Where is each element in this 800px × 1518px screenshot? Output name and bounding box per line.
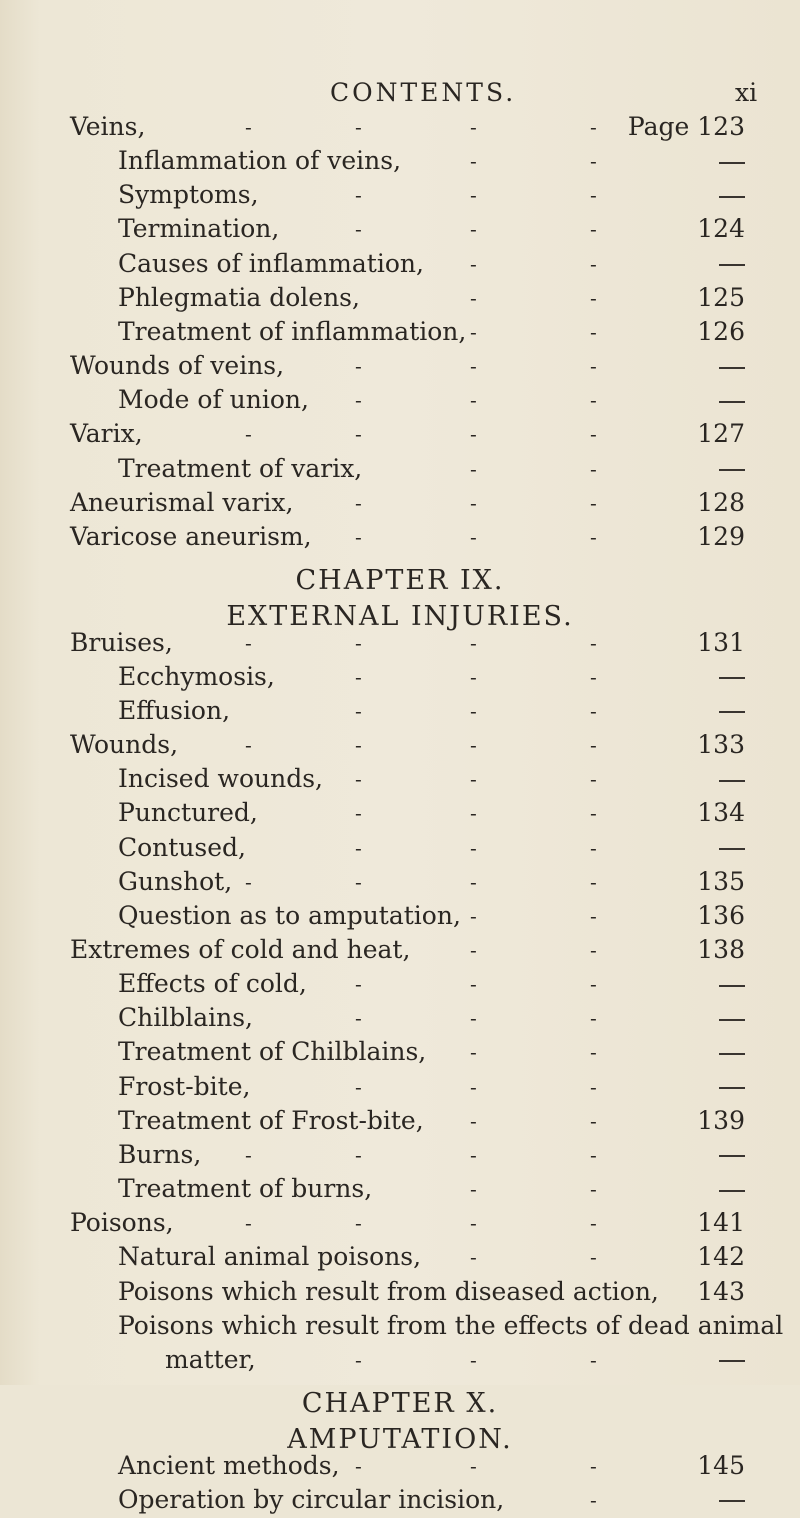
toc-entry: Burns, - - - - [0,1137,800,1173]
page-value: 135 [697,866,745,896]
toc-entry-label: Ancient methods, [118,1450,340,1480]
page-number: xi [735,78,758,107]
ditto-dash [719,1500,745,1502]
toc-entry-label: Treatment of Chilblains, [118,1037,427,1067]
page-value: 125 [697,282,745,312]
toc-entry: Gunshot, - - - - 135 [0,864,800,900]
toc-entry-label: Incised wounds, [118,764,323,794]
toc-entry: Ecchymosis, - - - [0,659,800,695]
toc-entry: Aneurismal varix, - - - 128 [0,485,800,521]
toc-page-number [697,1205,745,1241]
toc-entry: Treatment of burns, - - [0,1171,800,1207]
toc-entry-label: Contused, [118,832,247,862]
toc-entry-label: Poisons which result from the effects of dead animal [118,1310,784,1340]
toc-entry-label: Poisons, [70,1208,174,1238]
toc-entry-label: Termination, [118,214,280,244]
ditto-dash [719,848,745,850]
toc-entry: Frost-bite, - - - [0,1069,800,1105]
toc-entry-label: Treatment of burns, [118,1174,373,1204]
toc-page-number [719,830,745,866]
ditto-dash [719,162,745,164]
toc-entry-label: Natural animal poisons, [118,1242,422,1272]
toc-entry: Effects of cold, - - - [0,966,800,1002]
toc-page-number [719,451,745,487]
toc-page-number [719,348,745,384]
toc-page-number [719,1000,745,1036]
toc-entry-label: Varix, [70,419,143,449]
toc-entry-label: Operation by circular incision, [118,1484,505,1514]
toc-entry: Wounds of veins, - - - [0,348,800,384]
toc-entry: Treatment of Frost-bite, - - 139 [0,1103,800,1139]
toc-page-number [719,1342,745,1378]
ditto-dash [719,985,745,987]
toc-entry: Treatment of inflammation, - - 126 [0,314,800,350]
toc-entry-label: Mode of union, [118,385,309,415]
toc-page-number [719,1171,745,1207]
toc-entry: Symptoms, - - - [0,177,800,213]
toc-page-number [719,966,745,1002]
ditto-dash [719,264,745,266]
page-value: 145 [697,1450,745,1480]
toc-page-number [697,280,745,316]
toc-entry-label: Varicose aneurism, [70,521,312,551]
toc-entry-label: Phlegmatia dolens, [118,282,360,312]
toc-entry-label: Wounds, [70,730,179,760]
ditto-dash [719,469,745,471]
page-value: 141 [697,1208,745,1238]
toc-entry: Phlegmatia dolens, - - 125 [0,280,800,316]
toc-entry-label: Burns, [118,1139,202,1169]
toc-page-number [697,485,745,521]
toc-page-number [697,314,745,350]
page-value: 127 [697,419,745,449]
section-heading: AMPUTATION. [287,1423,513,1455]
toc-entry: Varicose aneurism, - - - 129 [0,519,800,555]
toc-entry: matter, - - - [0,1342,800,1378]
toc-entry [0,1308,800,1344]
toc-entry-label: Symptoms, [118,180,259,210]
toc-entry-label: Chilblains, [118,1003,253,1033]
page-value: 142 [697,1242,745,1272]
toc-page-number [697,1274,745,1310]
toc-entry-label: Causes of inflammation, [118,248,424,278]
toc-entry-label: Question as to amputation, [118,900,461,930]
toc-page-number [719,177,745,213]
toc-entry-label: Gunshot, [118,866,233,896]
toc-page-number [719,382,745,418]
ditto-dash [719,1360,745,1362]
toc-entry-label: Inflammation of veins, [118,146,402,176]
ditto-dash [719,401,745,403]
ditto-dash [719,367,745,369]
toc-page-number [697,864,745,900]
toc-entry: Treatment of Chilblains, - - [0,1034,800,1070]
toc-page-number [697,1239,745,1275]
toc-page-number [697,795,745,831]
toc-entry: Natural animal poisons, - - 142 [0,1239,800,1275]
toc-entry: Contused, - - - [0,830,800,866]
toc-entry: Poisons, - - - - 141 [0,1205,800,1241]
page-value: 138 [697,935,745,964]
toc-page-number [719,693,745,729]
page-value: 143 [697,1276,745,1306]
toc-entry: Veins, - - - - Page 123 [0,109,800,145]
page-value: 129 [697,521,745,551]
section-heading: EXTERNAL INJURIES. [226,600,574,632]
ditto-dash [719,1053,745,1055]
page-value: 139 [697,1105,745,1135]
toc-page-number [697,1103,745,1139]
toc-page-number [719,659,745,695]
toc-page-number [719,761,745,797]
toc-entry-label: Treatment of varix, [118,453,363,483]
section-heading: CHAPTER X. [301,1387,499,1419]
running-title: CONTENTS. [330,78,517,107]
ditto-dash [719,1155,745,1157]
ditto-dash [719,1087,745,1089]
toc-entry: Effusion, - - - [0,693,800,729]
toc-entry: Operation by circular incision, - [0,1482,800,1518]
toc-entry-label: Veins, [70,112,146,141]
toc-entry-label: Treatment of inflammation, [118,316,467,346]
page-label: Page [627,112,698,141]
toc-entry [0,1274,800,1310]
section-heading: CHAPTER IX. [295,564,505,596]
toc-entry: Mode of union, - - - [0,382,800,418]
toc-page-number [697,727,745,763]
toc-page-number [719,143,745,179]
toc-entry-label: Wounds of veins, [70,351,285,381]
ditto-dash [719,711,745,713]
toc-page-number [697,211,745,247]
page-value: 133 [697,730,745,760]
toc-page-number [697,1448,745,1484]
ditto-dash [719,677,745,679]
page-value: 126 [697,316,745,346]
toc-page-number [697,932,745,968]
toc-entry: Inflammation of veins, - - [0,143,800,179]
toc-entry: Question as to amputation, - - 136 [0,898,800,934]
toc-entry-label: Treatment of Frost-bite, [118,1105,424,1135]
toc-page-number [719,1034,745,1070]
toc-page-number [628,109,745,145]
ditto-dash [719,1019,745,1021]
toc-entry: Bruises, - - - - 131 [0,625,800,661]
toc-page-number [719,1069,745,1105]
toc-entry-label: Effects of cold, [118,969,307,999]
toc-entry: Extremes of cold and heat, - - 138 [0,932,800,968]
page-value: 131 [697,627,745,657]
toc-entry: Ancient methods, - - - 145 [0,1448,800,1484]
toc-entry-label: Effusion, [118,695,231,725]
page-value: 123 [697,112,745,141]
toc-page-number [697,416,745,452]
toc-page-number [697,519,745,555]
ditto-dash [719,780,745,782]
ditto-dash [719,196,745,198]
toc-entry: Chilblains, - - - [0,1000,800,1036]
toc-page-number [719,246,745,282]
page-value: 124 [697,214,745,244]
toc-page-number [719,1482,745,1518]
toc-page-number [719,1137,745,1173]
toc-entry-label: Ecchymosis, [118,661,275,691]
toc-entry-label: Frost-bite, [118,1071,251,1101]
toc-page-number [697,898,745,934]
toc-entry: Wounds, - - - - 133 [0,727,800,763]
toc-entry-label: Punctured, [118,798,258,828]
toc-entry: Treatment of varix, - - [0,451,800,487]
toc-entry-label: Extremes of cold and heat, [70,935,411,964]
toc-entry-label: Poisons which result from diseased action, [118,1276,659,1306]
toc-entry-label: Bruises, [70,627,173,657]
toc-entry: Punctured, - - - 134 [0,795,800,831]
toc-entry: Causes of inflammation, - - [0,246,800,282]
ditto-dash [719,1190,745,1192]
toc-entry: Varix, - - - - 127 [0,416,800,452]
toc-entry: Incised wounds, - - - [0,761,800,797]
toc-entry: Termination, - - - 124 [0,211,800,247]
toc-entry-label: Aneurismal varix, [70,487,294,517]
toc-entry-label: matter, [165,1344,256,1374]
page-value: 136 [697,900,745,930]
page-value: 128 [697,487,745,517]
page-value: 134 [697,798,745,828]
toc-page-number [697,625,745,661]
